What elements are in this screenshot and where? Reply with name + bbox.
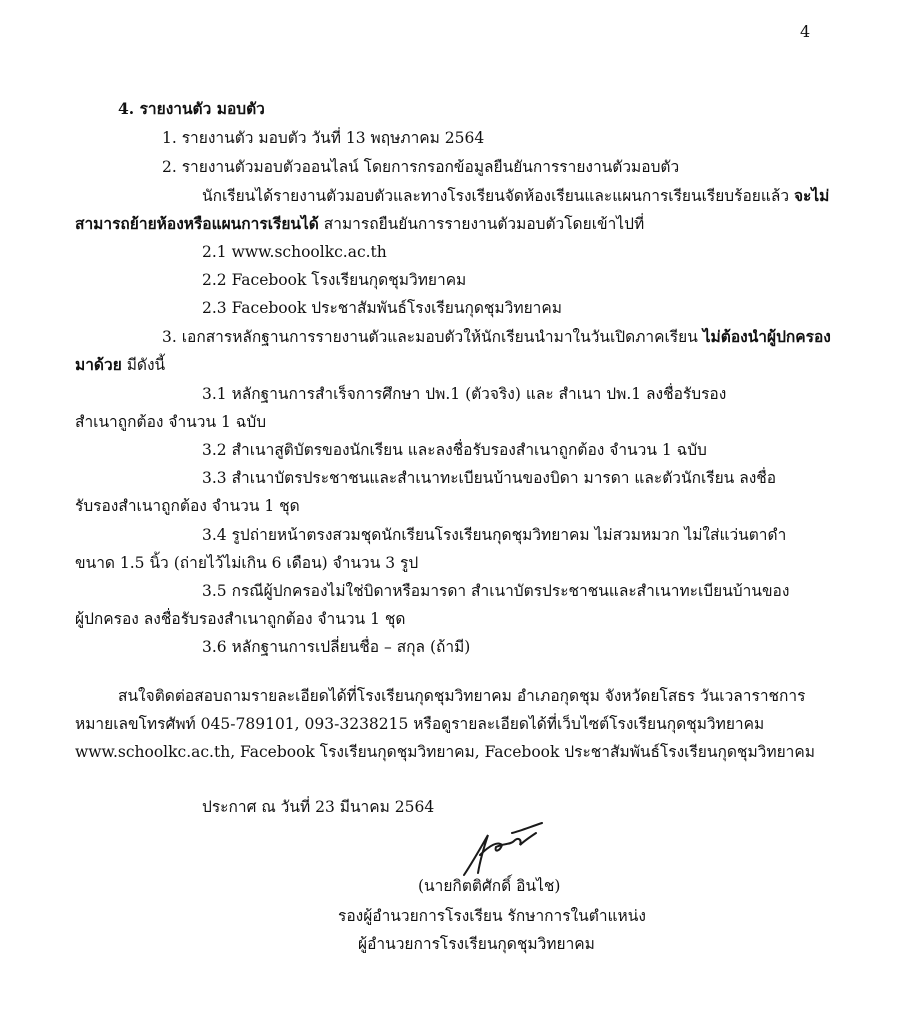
item-3-line1: [162, 327, 831, 347]
section-heading: 4. รายงานตัว มอบตัว: [118, 99, 265, 118]
item-1: 1. รายงานตัว มอบตัว วันที่ 13 พฤษภาคม 2564: [162, 129, 485, 147]
item-2-paragraph-line1: [202, 186, 829, 206]
item-3-bold: ไม่ต้องนำผู้ปกครอง: [702, 327, 831, 346]
item-3-text: มีดังนี้: [121, 356, 166, 374]
item-3-bold: มาด้วย: [75, 355, 122, 374]
item-2-paragraph-text: สามารถยืนยันการรายงานตัวมอบตัวโดยเข้าไปที่: [318, 215, 645, 233]
page-number: 4: [800, 22, 811, 41]
signatory-name: (นายกิตติศักดิ์ อินไช): [418, 877, 561, 895]
contact-line2: หมายเลขโทรศัพท์ 045-789101, 093-3238215 หรือดูรายละเอียดได้ที่เว็บไซต์โรงเรียนกุดชุมวิทยาคม: [75, 715, 765, 733]
contact-line1: สนใจติดต่อสอบถามรายละเอียดได้ที่โรงเรียนกุดชุมวิทยาคม อำเภอกุดชุม จังหวัดยโสธร วันเวลาราชการ: [118, 687, 806, 705]
doc-3-5: 3.5 กรณีผู้ปกครองไม่ใช่บิดาหรือมารดา สำเนาบัตรประชาชนและสำเนาทะเบียนบ้านของ: [202, 582, 790, 600]
doc-3-4: 3.4 รูปถ่ายหน้าตรงสวมชุดนักเรียนโรงเรียนกุดชุมวิทยาคม ไม่สวมหมวก ไม่ใส่แว่นตาดำ: [202, 526, 787, 544]
item-2: 2. รายงานตัวมอบตัวออนไลน์ โดยการกรอกข้อมูลยืนยันการรายงานตัวมอบตัว: [162, 158, 680, 176]
link-facebook-pr[interactable]: 2.3 Facebook ประชาสัมพันธ์โรงเรียนกุดชุมวิทยาคม: [202, 299, 562, 317]
doc-3-5-cont: ผู้ปกครอง ลงชื่อรับรองสำเนาถูกต้อง จำนวน 1 ชุด: [75, 610, 406, 628]
doc-3-3: 3.3 สำเนาบัตรประชาชนและสำเนาทะเบียนบ้านของบิดา มารดา และตัวนักเรียน ลงชื่อ: [202, 469, 777, 487]
item-2-paragraph-text: นักเรียนได้รายงานตัวมอบตัวและทางโรงเรียนจัดห้องเรียนและแผนการเรียนเรียบร้อยแล้ว: [202, 187, 794, 205]
link-website[interactable]: 2.1 www.schoolkc.ac.th: [202, 243, 387, 261]
announce-date: ประกาศ ณ วันที่ 23 มีนาคม 2564: [202, 798, 435, 816]
doc-3-3-cont: รับรองสำเนาถูกต้อง จำนวน 1 ชุด: [75, 497, 300, 515]
item-3-line2: [75, 355, 165, 375]
item-2-paragraph-line2: [75, 214, 644, 234]
doc-3-1: 3.1 หลักฐานการสำเร็จการศึกษา ปพ.1 (ตัวจริง) และ สำเนา ปพ.1 ลงชื่อรับรอง: [202, 385, 727, 403]
signatory-title-1: รองผู้อำนวยการโรงเรียน รักษาการในตำแหน่ง: [338, 907, 646, 925]
doc-3-2: 3.2 สำเนาสูติบัตรของนักเรียน และลงชื่อรับรองสำเนาถูกต้อง จำนวน 1 ฉบับ: [202, 441, 707, 459]
signatory-title-2: ผู้อำนวยการโรงเรียนกุดชุมวิทยาคม: [358, 935, 595, 953]
doc-3-4-cont: ขนาด 1.5 นิ้ว (ถ่ายไว้ไม่เกิน 6 เดือน) จำนวน 3 รูป: [75, 554, 419, 572]
link-facebook-school[interactable]: 2.2 Facebook โรงเรียนกุดชุมวิทยาคม: [202, 271, 467, 289]
doc-3-1-cont: สำเนาถูกต้อง จำนวน 1 ฉบับ: [75, 413, 267, 431]
item-2-paragraph-bold: จะไม่: [793, 186, 830, 205]
item-3-text: 3. เอกสารหลักฐานการรายงานตัวและมอบตัวให้นักเรียนนำมาในวันเปิดภาคเรียน: [162, 328, 703, 346]
contact-line3: www.schoolkc.ac.th, Facebook โรงเรียนกุดชุมวิทยาคม, Facebook ประชาสัมพันธ์โรงเรียนกุดชุมวิทยาคม: [75, 743, 815, 761]
item-2-paragraph-bold: สามารถย้ายห้องหรือแผนการเรียนได้: [75, 214, 319, 233]
doc-3-6: 3.6 หลักฐานการเปลี่ยนชื่อ – สกุล (ถ้ามี): [202, 638, 471, 656]
